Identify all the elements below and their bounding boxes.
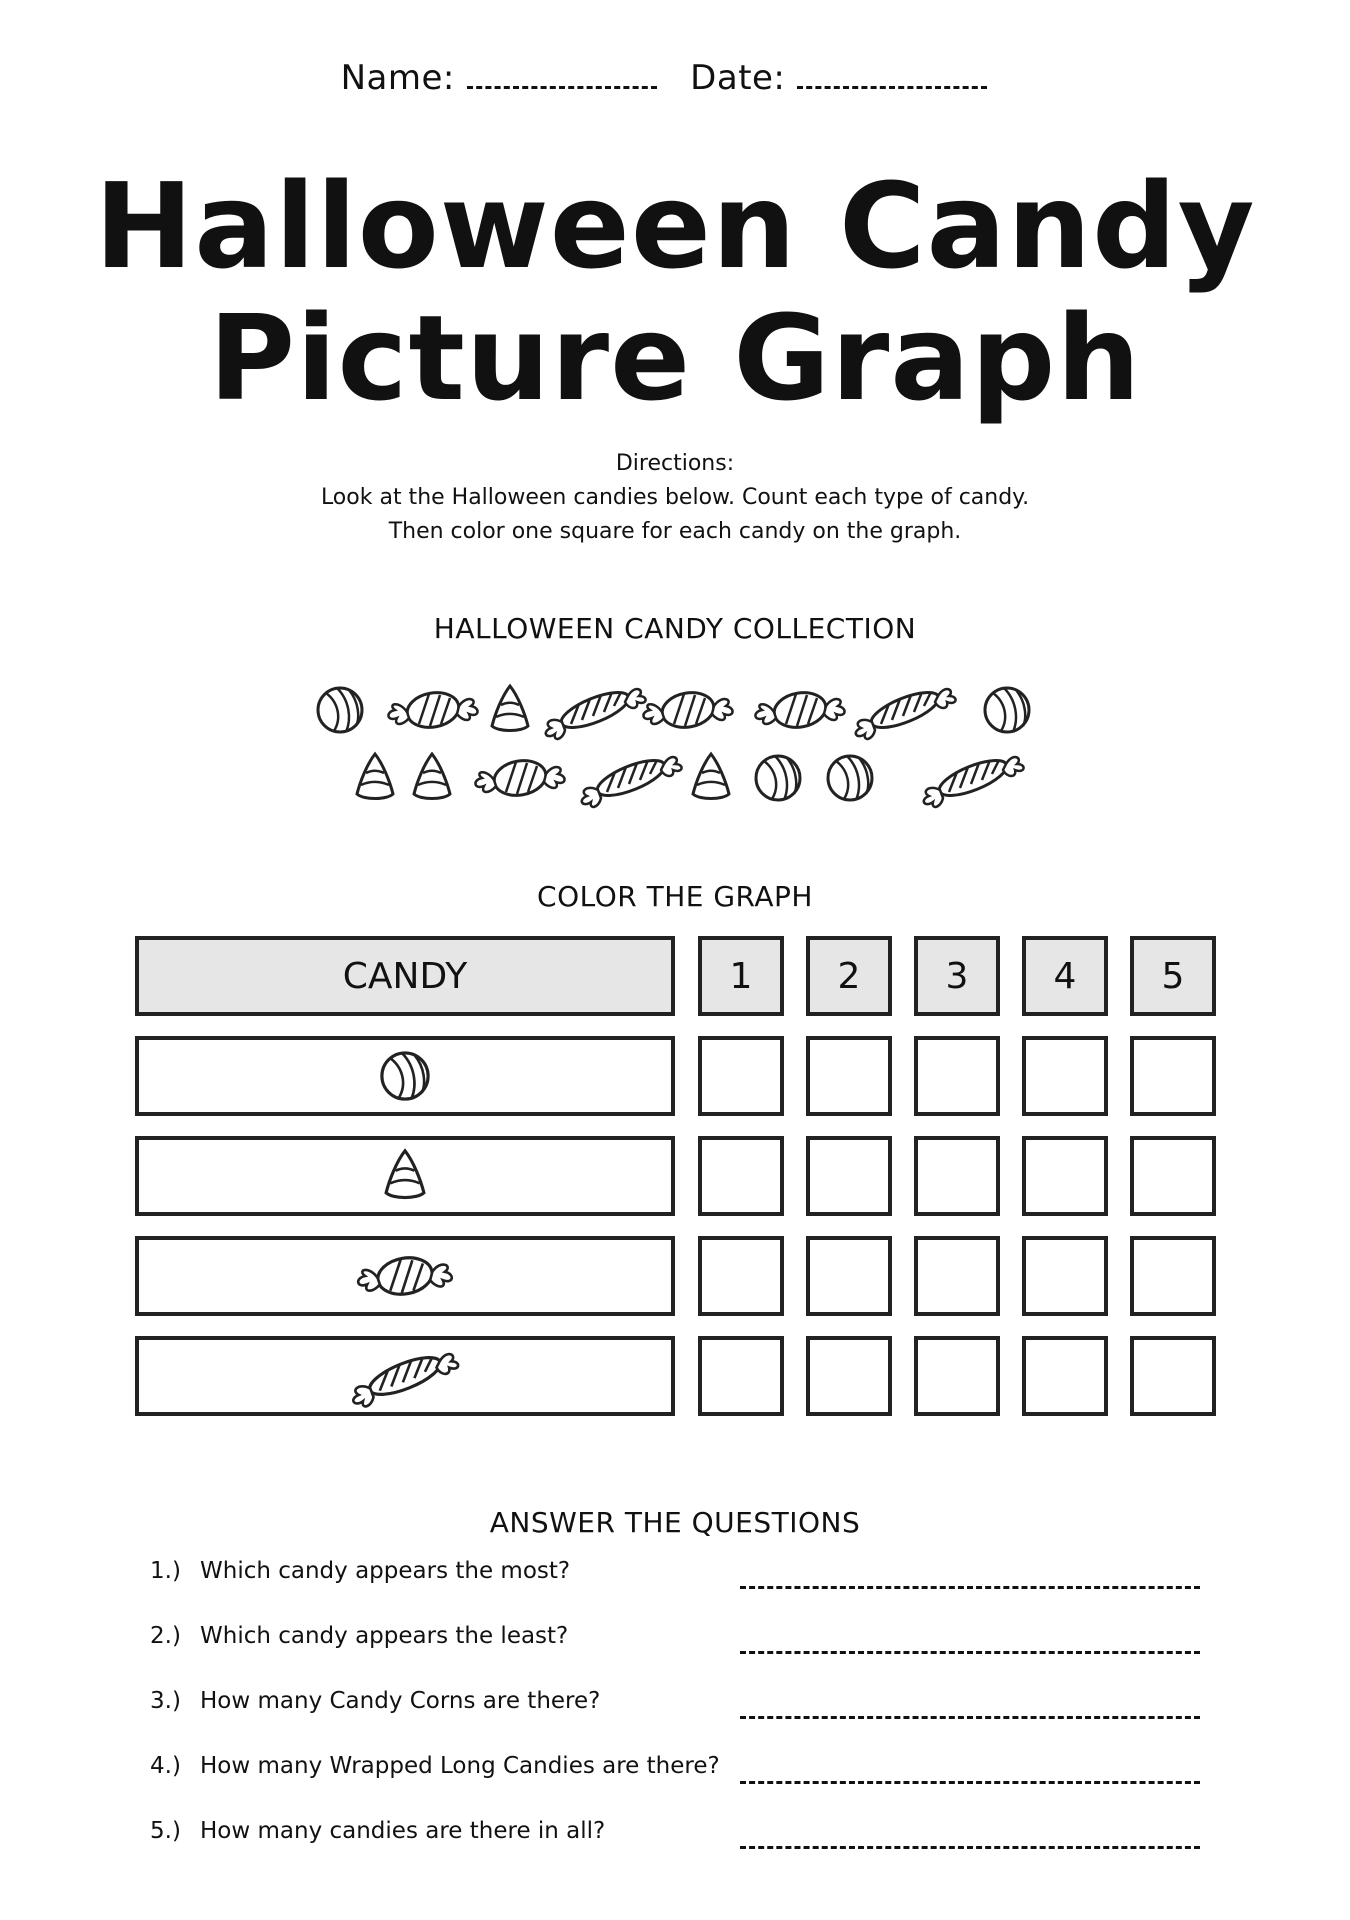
question-row <box>150 1558 1220 1598</box>
count-header-1: 1 <box>698 936 784 1016</box>
graph-square-wrapped-candy-3[interactable] <box>914 1236 1000 1316</box>
long-wrapped-candy-icon <box>546 685 646 739</box>
graph-row-wrapped-candy <box>135 1236 675 1316</box>
graph-square-round-candy-3[interactable] <box>914 1036 1000 1116</box>
answer-blank[interactable] <box>740 1781 1200 1784</box>
question-row <box>150 1818 1220 1858</box>
graph-square-wrapped-candy-5[interactable] <box>1130 1236 1216 1316</box>
long-wrapped-candy-icon <box>856 685 956 739</box>
answer-blank[interactable] <box>740 1651 1200 1654</box>
graph-square-wrapped-candy-2[interactable] <box>806 1236 892 1316</box>
name-blank[interactable] <box>467 62 657 89</box>
question-row <box>150 1753 1220 1793</box>
question-row <box>150 1623 1220 1663</box>
candy-corn-icon <box>492 686 528 731</box>
wrapped-candy-icon <box>755 689 844 732</box>
questions-title: ANSWER THE QUESTIONS <box>489 1506 861 1539</box>
question-number: 5.) <box>150 1818 181 1844</box>
question-number: 3.) <box>150 1688 181 1714</box>
collection-title: HALLOWEEN CANDY COLLECTION <box>433 612 917 645</box>
title-line-2: Picture Graph <box>208 289 1142 427</box>
candy-corn-icon <box>693 754 729 799</box>
question-text: Which candy appears the least? <box>200 1623 569 1649</box>
graph-square-round-candy-2[interactable] <box>806 1036 892 1116</box>
question-row <box>150 1688 1220 1728</box>
graph-square-candy-corn-3[interactable] <box>914 1136 1000 1216</box>
long-wrapped-candy-icon <box>582 753 682 807</box>
question-number: 4.) <box>150 1753 181 1779</box>
count-header-4: 4 <box>1022 936 1108 1016</box>
graph-row-round-candy <box>135 1036 675 1116</box>
graph-square-long-wrapped-candy-2[interactable] <box>806 1336 892 1416</box>
count-header-3: 3 <box>914 936 1000 1016</box>
round-candy-icon <box>382 1053 428 1099</box>
candy-column-header: CANDY <box>135 936 675 1016</box>
candy-corn-icon <box>386 1151 424 1198</box>
wrapped-candy-icon <box>643 689 732 732</box>
graph-square-round-candy-5[interactable] <box>1130 1036 1216 1116</box>
question-text: How many candies are there in all? <box>200 1818 606 1844</box>
wrapped-candy-icon <box>388 689 477 732</box>
answer-blank[interactable] <box>740 1586 1200 1589</box>
title-line-1: Halloween Candy <box>94 157 1256 295</box>
directions-line-2: Then color one square for each candy on the graph. <box>388 519 962 544</box>
name-date-header <box>0 58 1350 114</box>
round-candy-icon <box>756 756 800 800</box>
candy-corn-icon <box>414 754 450 799</box>
question-text: How many Wrapped Long Candies are there? <box>200 1753 720 1779</box>
graph-square-candy-corn-5[interactable] <box>1130 1136 1216 1216</box>
date-blank[interactable] <box>797 62 987 89</box>
count-header-5: 5 <box>1130 936 1216 1016</box>
round-candy-icon <box>985 688 1029 732</box>
answer-blank[interactable] <box>740 1846 1200 1849</box>
graph-square-wrapped-candy-4[interactable] <box>1022 1236 1108 1316</box>
answer-blank[interactable] <box>740 1716 1200 1719</box>
candy-collection <box>0 670 1350 820</box>
count-header-2: 2 <box>806 936 892 1016</box>
wrapped-candy-icon <box>358 1254 452 1299</box>
graph-row-long-wrapped-candy <box>135 1336 675 1416</box>
question-text: How many Candy Corns are there? <box>200 1688 601 1714</box>
graph-square-long-wrapped-candy-3[interactable] <box>914 1336 1000 1416</box>
graph-row-candy-corn <box>135 1136 675 1216</box>
question-text: Which candy appears the most? <box>200 1558 571 1584</box>
date-label: Date: <box>690 58 786 98</box>
name-label: Name: <box>340 58 455 98</box>
graph-square-long-wrapped-candy-4[interactable] <box>1022 1336 1108 1416</box>
question-number: 1.) <box>150 1558 181 1584</box>
graph-square-wrapped-candy-1[interactable] <box>698 1236 784 1316</box>
wrapped-candy-icon <box>475 757 564 800</box>
graph-square-long-wrapped-candy-5[interactable] <box>1130 1336 1216 1416</box>
graph-square-candy-corn-2[interactable] <box>806 1136 892 1216</box>
graph-square-candy-corn-4[interactable] <box>1022 1136 1108 1216</box>
graph-square-round-candy-1[interactable] <box>698 1036 784 1116</box>
graph-square-long-wrapped-candy-1[interactable] <box>698 1336 784 1416</box>
long-wrapped-candy-icon <box>353 1350 458 1406</box>
worksheet-title <box>0 157 1350 427</box>
candy-corn-icon <box>357 754 393 799</box>
directions-line-1: Look at the Halloween candies below. Count each type of candy. <box>320 485 1030 510</box>
directions-heading: Directions: <box>615 451 735 476</box>
round-candy-icon <box>318 688 362 732</box>
graph-square-candy-corn-1[interactable] <box>698 1136 784 1216</box>
graph-title: COLOR THE GRAPH <box>537 880 813 913</box>
directions <box>0 447 1350 549</box>
round-candy-icon <box>828 756 872 800</box>
long-wrapped-candy-icon <box>924 753 1024 807</box>
question-number: 2.) <box>150 1623 181 1649</box>
graph-square-round-candy-4[interactable] <box>1022 1036 1108 1116</box>
